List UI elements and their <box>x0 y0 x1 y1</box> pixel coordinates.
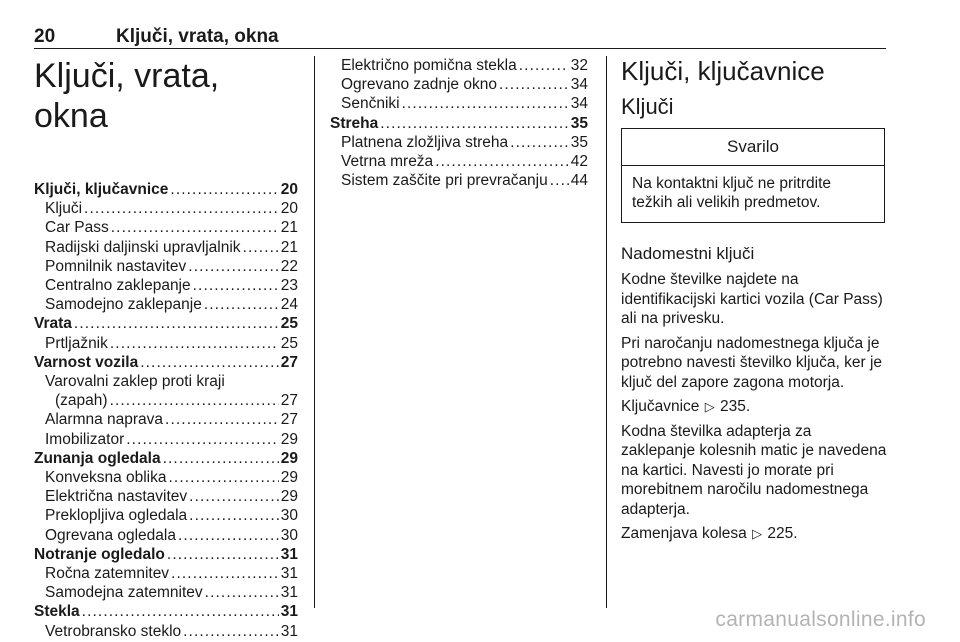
chapter-title: Ključi, vrata, okna <box>34 57 220 135</box>
leader-dots <box>499 75 569 94</box>
cross-reference[interactable] <box>621 397 887 417</box>
leader-dots <box>193 276 279 295</box>
toc-entry-label: Car Pass <box>45 219 109 237</box>
toc-entry-label: Vetrobransko steklo <box>45 622 182 640</box>
watermark: carmanualsonline.info <box>715 608 926 631</box>
leader-dots <box>204 295 279 314</box>
running-title: Ključi, vrata, okna <box>116 26 279 47</box>
toc-entry-label: Imobilizator <box>45 430 125 448</box>
leader-dots <box>178 526 279 545</box>
reference-text: Zamenjava kolesa <box>621 525 747 542</box>
toc-entry-label: Ključi, ključavnice <box>34 181 169 198</box>
toc-section-entry[interactable] <box>34 180 298 199</box>
toc-entry[interactable] <box>34 199 298 218</box>
leader-dots <box>402 94 569 113</box>
toc-entry[interactable] <box>34 276 298 295</box>
toc-entry[interactable] <box>34 430 298 449</box>
toc-page-number: 20 <box>280 181 298 198</box>
leader-dots <box>110 391 279 410</box>
toc-page-number: 30 <box>280 507 298 525</box>
toc-page-number: 31 <box>280 545 298 563</box>
replacement-keys-heading: Nadomestni ključi <box>621 244 755 263</box>
toc-entry[interactable] <box>330 56 588 75</box>
content-column <box>621 56 887 549</box>
toc-page-number: 32 <box>570 57 588 74</box>
toc-page-number: 35 <box>570 114 588 132</box>
toc-page-number: 31 <box>280 565 298 583</box>
toc-page-number: 31 <box>280 622 298 640</box>
toc-entry-label: Pomnilnik nastavitev <box>45 257 187 275</box>
column-divider <box>314 56 315 608</box>
toc-page-number: 23 <box>280 277 298 295</box>
toc-page-number: 34 <box>570 95 588 113</box>
toc-entry[interactable] <box>330 152 588 171</box>
toc-page-number: 29 <box>280 430 298 448</box>
leader-dots <box>167 545 279 564</box>
toc-entry-label: Samodejna zatemnitev <box>45 584 203 602</box>
toc-entry-label: Ključi <box>45 200 83 218</box>
leader-dots <box>435 152 569 171</box>
toc-page-number: 20 <box>280 200 298 218</box>
toc-entry-label: Alarmna naprava <box>45 411 164 429</box>
toc-page-number: 21 <box>280 219 298 237</box>
reference-page: 235. <box>720 398 751 415</box>
toc-entry-label: Radijski daljinski upravljalnik <box>45 238 241 256</box>
toc-entry[interactable] <box>34 468 298 487</box>
toc-entry-label: Varnost vozila <box>34 353 139 371</box>
toc-page-number: 42 <box>570 153 588 171</box>
toc-entry[interactable] <box>34 218 298 237</box>
paragraph: Pri naročanju nadomestnega ključa je potrebno navesti številko ključa, ker je ključ del zapore zagona motorja. <box>621 334 883 391</box>
toc-entry-label: Varovalni zaklep proti kraji <box>45 373 225 391</box>
toc-page-number: 27 <box>280 353 298 371</box>
toc-entry-label: Preklopljiva ogledala <box>45 507 188 525</box>
leader-dots <box>510 133 569 152</box>
toc-entry-label: Konveksna oblika <box>45 469 167 487</box>
toc-section-entry[interactable] <box>34 449 298 468</box>
leader-dots <box>110 334 279 353</box>
toc-entry[interactable] <box>34 583 298 602</box>
leader-dots <box>165 410 279 429</box>
paragraph: Kodne številke najdete na identifikacijski kartici vozila (Car Pass) ali na privesku. <box>621 271 883 327</box>
toc-page-number: 44 <box>570 172 588 190</box>
section-title: Ključi, ključavnice <box>621 56 825 86</box>
toc-page-number: 25 <box>280 334 298 352</box>
toc-entry-label: Električna nastavitev <box>45 488 188 506</box>
toc-entry[interactable] <box>330 133 588 152</box>
toc-page-number: 24 <box>280 296 298 314</box>
toc-entry[interactable] <box>34 526 298 545</box>
page-number: 20 <box>34 26 56 47</box>
toc-entry-label: Platnena zložljiva streha <box>341 133 509 151</box>
toc-page-number: 27 <box>280 411 298 429</box>
leader-dots <box>169 468 279 487</box>
leader-dots <box>111 218 279 237</box>
toc-section-entry[interactable] <box>34 314 298 333</box>
leader-dots <box>183 622 279 641</box>
toc-entry-label: Vrata <box>34 315 72 333</box>
reference-page: 225. <box>767 525 798 542</box>
toc-entry-label: Streha <box>330 114 379 132</box>
toc-entry-label: Samodejno zaklepanje <box>45 296 202 314</box>
toc-page-number: 34 <box>570 76 588 94</box>
toc-entry[interactable] <box>34 410 298 429</box>
toc-entry[interactable] <box>330 75 588 94</box>
page-reference-icon: ▷ <box>752 526 763 541</box>
leader-dots <box>380 114 569 133</box>
leader-dots <box>205 583 279 602</box>
toc-page-number: 29 <box>280 449 298 467</box>
toc-page-number: 25 <box>280 315 298 333</box>
toc-page-number: 35 <box>570 133 588 151</box>
page-header <box>34 26 886 49</box>
table-of-contents <box>34 180 298 641</box>
toc-entry[interactable] <box>34 622 298 641</box>
leader-dots <box>74 314 279 333</box>
page-reference-icon: ▷ <box>704 399 715 414</box>
toc-entry-label: Zunanja ogledala <box>34 449 161 467</box>
toc-entry-label: Električno pomična stekla <box>341 57 517 74</box>
table-of-contents-continued <box>330 56 588 190</box>
leader-dots <box>140 353 279 372</box>
leader-dots <box>171 564 279 583</box>
leader-dots <box>550 171 569 190</box>
toc-entry-label: Vetrna mreža <box>341 153 434 171</box>
cross-reference[interactable] <box>621 524 887 544</box>
toc-entry[interactable] <box>34 372 298 410</box>
toc-page-number: 22 <box>280 257 298 275</box>
leader-dots <box>189 487 279 506</box>
warning-box <box>621 128 885 223</box>
leader-dots <box>163 449 279 468</box>
toc-entry[interactable] <box>34 295 298 314</box>
toc-page-number: 30 <box>280 526 298 544</box>
reference-text: Ključavnice <box>621 398 700 415</box>
leader-dots <box>82 602 279 621</box>
toc-section-entry[interactable] <box>34 545 298 564</box>
toc-entry-label: Senčniki <box>341 95 400 113</box>
toc-section-entry[interactable] <box>330 114 588 133</box>
toc-page-number: 31 <box>280 584 298 602</box>
toc-column-middle <box>330 56 588 190</box>
warning-title: Svarilo <box>622 129 884 166</box>
toc-entry-label: Centralno zaklepanje <box>45 277 191 295</box>
toc-entry[interactable] <box>34 238 298 257</box>
paragraph: Kodna številka adapterja za zaklepanje kolesnih matic je navedena na kartici. Navesti jo morate pri morebitnem naročilu nadomestnega adapterja. <box>621 422 887 518</box>
toc-entry[interactable] <box>34 564 298 583</box>
toc-entry-label: Ročna zatemnitev <box>45 565 170 583</box>
column-divider <box>606 56 607 608</box>
toc-entry[interactable] <box>34 487 298 506</box>
toc-page-number: 21 <box>280 238 298 256</box>
toc-entry[interactable] <box>330 171 588 190</box>
toc-entry[interactable] <box>34 334 298 353</box>
toc-entry-label: Sistem zaščite pri prevračanju <box>341 172 548 190</box>
toc-column-left <box>34 56 298 641</box>
toc-page-number: 31 <box>280 603 298 621</box>
leader-dots <box>519 56 569 75</box>
warning-text: Na kontaktni ključ ne pritrdite težkih ali velikih predmetov. <box>632 175 832 211</box>
subsection-title: Ključi <box>621 94 674 119</box>
toc-page-number: 27 <box>280 392 298 410</box>
toc-entry-label: Stekla <box>34 603 80 621</box>
toc-entry[interactable] <box>34 257 298 276</box>
leader-dots <box>188 257 278 276</box>
toc-entry-label: Notranje ogledalo <box>34 545 165 563</box>
toc-entry-label: Prtljažnik <box>45 334 108 352</box>
toc-entry[interactable] <box>34 506 298 525</box>
leader-dots <box>84 199 279 218</box>
toc-entry-label: Ogrevana ogledala <box>45 526 176 544</box>
leader-dots <box>170 180 278 199</box>
toc-page-number: 29 <box>280 469 298 487</box>
leader-dots <box>243 238 279 257</box>
toc-entry-label: Ogrevano zadnje okno <box>341 76 497 94</box>
toc-entry[interactable] <box>330 94 588 113</box>
toc-section-entry[interactable] <box>34 353 298 372</box>
toc-entry-label: (zapah) <box>55 392 108 410</box>
leader-dots <box>126 430 279 449</box>
toc-section-entry[interactable] <box>34 602 298 621</box>
toc-page-number: 29 <box>280 488 298 506</box>
leader-dots <box>189 506 279 525</box>
